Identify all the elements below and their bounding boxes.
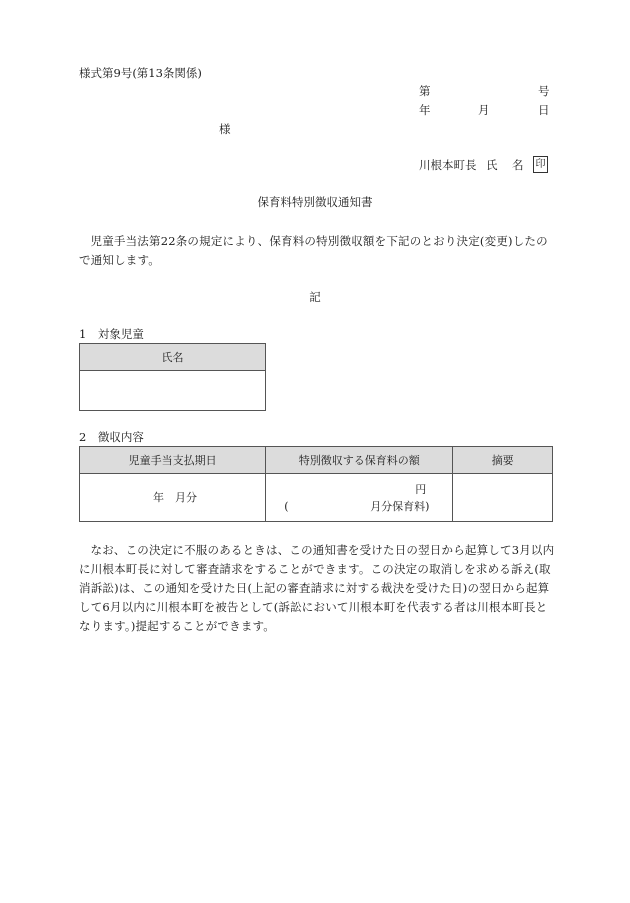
- document-number-suffix: 号: [538, 84, 550, 98]
- ki-heading: 記: [309, 290, 321, 304]
- recipient-honorific: 様: [219, 122, 231, 136]
- collection-table: [79, 446, 553, 522]
- amount-note-open: (: [284, 500, 289, 513]
- child-table: [79, 343, 266, 411]
- amount-note: 月分保育料): [370, 500, 430, 513]
- issuer-name-label-2: 名: [512, 158, 524, 172]
- issuer-title: 川根本町長: [419, 158, 477, 172]
- date-month-label: 月: [478, 103, 490, 117]
- child-name-header: 氏名: [80, 344, 266, 371]
- document-title: 保育料特別徴収通知書: [257, 195, 373, 209]
- issuer-name-label-1: 氏: [486, 158, 498, 172]
- date-year-label: 年: [419, 103, 431, 117]
- child-name-cell: [80, 371, 266, 411]
- remarks-header: 摘要: [453, 447, 553, 474]
- section-2-heading: 2 徴収内容: [79, 430, 144, 444]
- form-number: 様式第9号(第13条関係): [79, 66, 202, 80]
- seal-mark: 印: [533, 156, 548, 173]
- document-number-prefix: 第: [419, 84, 431, 98]
- intro-paragraph: 児童手当法第22条の規定により、保育料の特別徴収額を下記のとおり決定(変更)したので通知します。: [79, 234, 548, 267]
- payment-date-header: 児童手当支払期日: [80, 447, 266, 474]
- payment-date-cell: [80, 474, 266, 522]
- amount-cell: [266, 474, 453, 522]
- closing-paragraph: なお、この決定に不服のあるときは、この通知書を受けた日の翌日から起算して3月以内に川根本町長に対して審査請求をすることができます。この決定の取消しを求める訴え(取消訴訟)は、この通知を受けた日(上記の審査請求に対する裁決を受けた日)の翌日から起算して6月以内に川根本町を被告として(訴訟において川根本町を代表する者は川根本町長となります。)提起することができます。: [79, 543, 555, 633]
- section-1-heading: 1 対象児童: [79, 327, 144, 341]
- amount-header: 特別徴収する保育料の額: [266, 447, 453, 474]
- date-day-label: 日: [538, 103, 550, 117]
- payment-date-text: 年 月分: [153, 491, 197, 504]
- remarks-cell: [453, 474, 553, 522]
- amount-unit: 円: [415, 483, 427, 496]
